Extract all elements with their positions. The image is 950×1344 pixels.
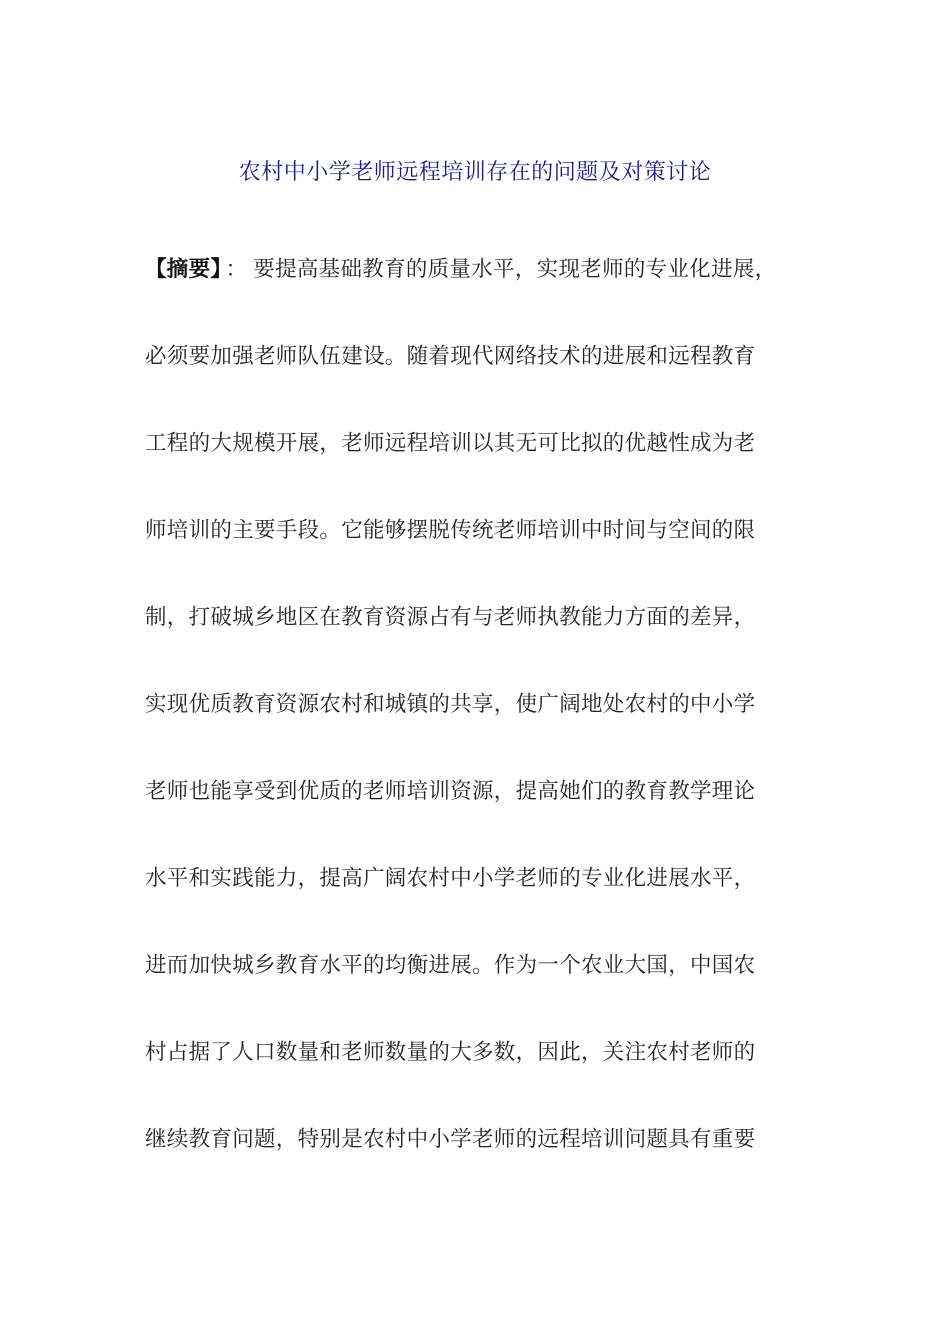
document-title: 农村中小学老师远程培训存在的问题及对策讨论 — [238, 160, 712, 185]
abstract-colon: ： — [225, 257, 248, 282]
text-line: 继续教育问题，特别是农村中小学老师的远程培训问题具有重要 — [145, 1127, 756, 1152]
text-line: 必须要加强老师队伍建设。随着现代网络技术的进展和远程教育 — [145, 344, 756, 369]
abstract-body — [145, 250, 805, 1207]
text-line: 实现优质教育资源农村和城镇的共享，使广阔地处农村的中小学 — [145, 692, 756, 717]
text-line: 师培训的主要手段。它能够摆脱传统老师培训中时间与空间的限 — [145, 518, 756, 543]
text-line: 制，打破城乡地区在教育资源占有与老师执教能力方面的差异， — [145, 605, 756, 630]
text-line-content: 要提高基础教育的质量水平，实现老师的专业化进展， — [253, 257, 777, 282]
abstract-label: 【摘要】 — [145, 257, 222, 282]
text-line: 进而加快城乡教育水平的均衡进展。作为一个农业大国，中国农 — [145, 953, 756, 978]
text-line: 老师也能享受到优质的老师培训资源，提高她们的教育教学理论 — [145, 779, 756, 804]
text-line — [145, 250, 805, 337]
text-line: 水平和实践能力，提高广阔农村中小学老师的专业化进展水平， — [145, 866, 756, 891]
text-line: 村占据了人口数量和老师数量的大多数，因此，关注农村老师的 — [145, 1040, 756, 1065]
text-line: 工程的大规模开展，老师远程培训以其无可比拟的优越性成为老 — [145, 431, 756, 456]
